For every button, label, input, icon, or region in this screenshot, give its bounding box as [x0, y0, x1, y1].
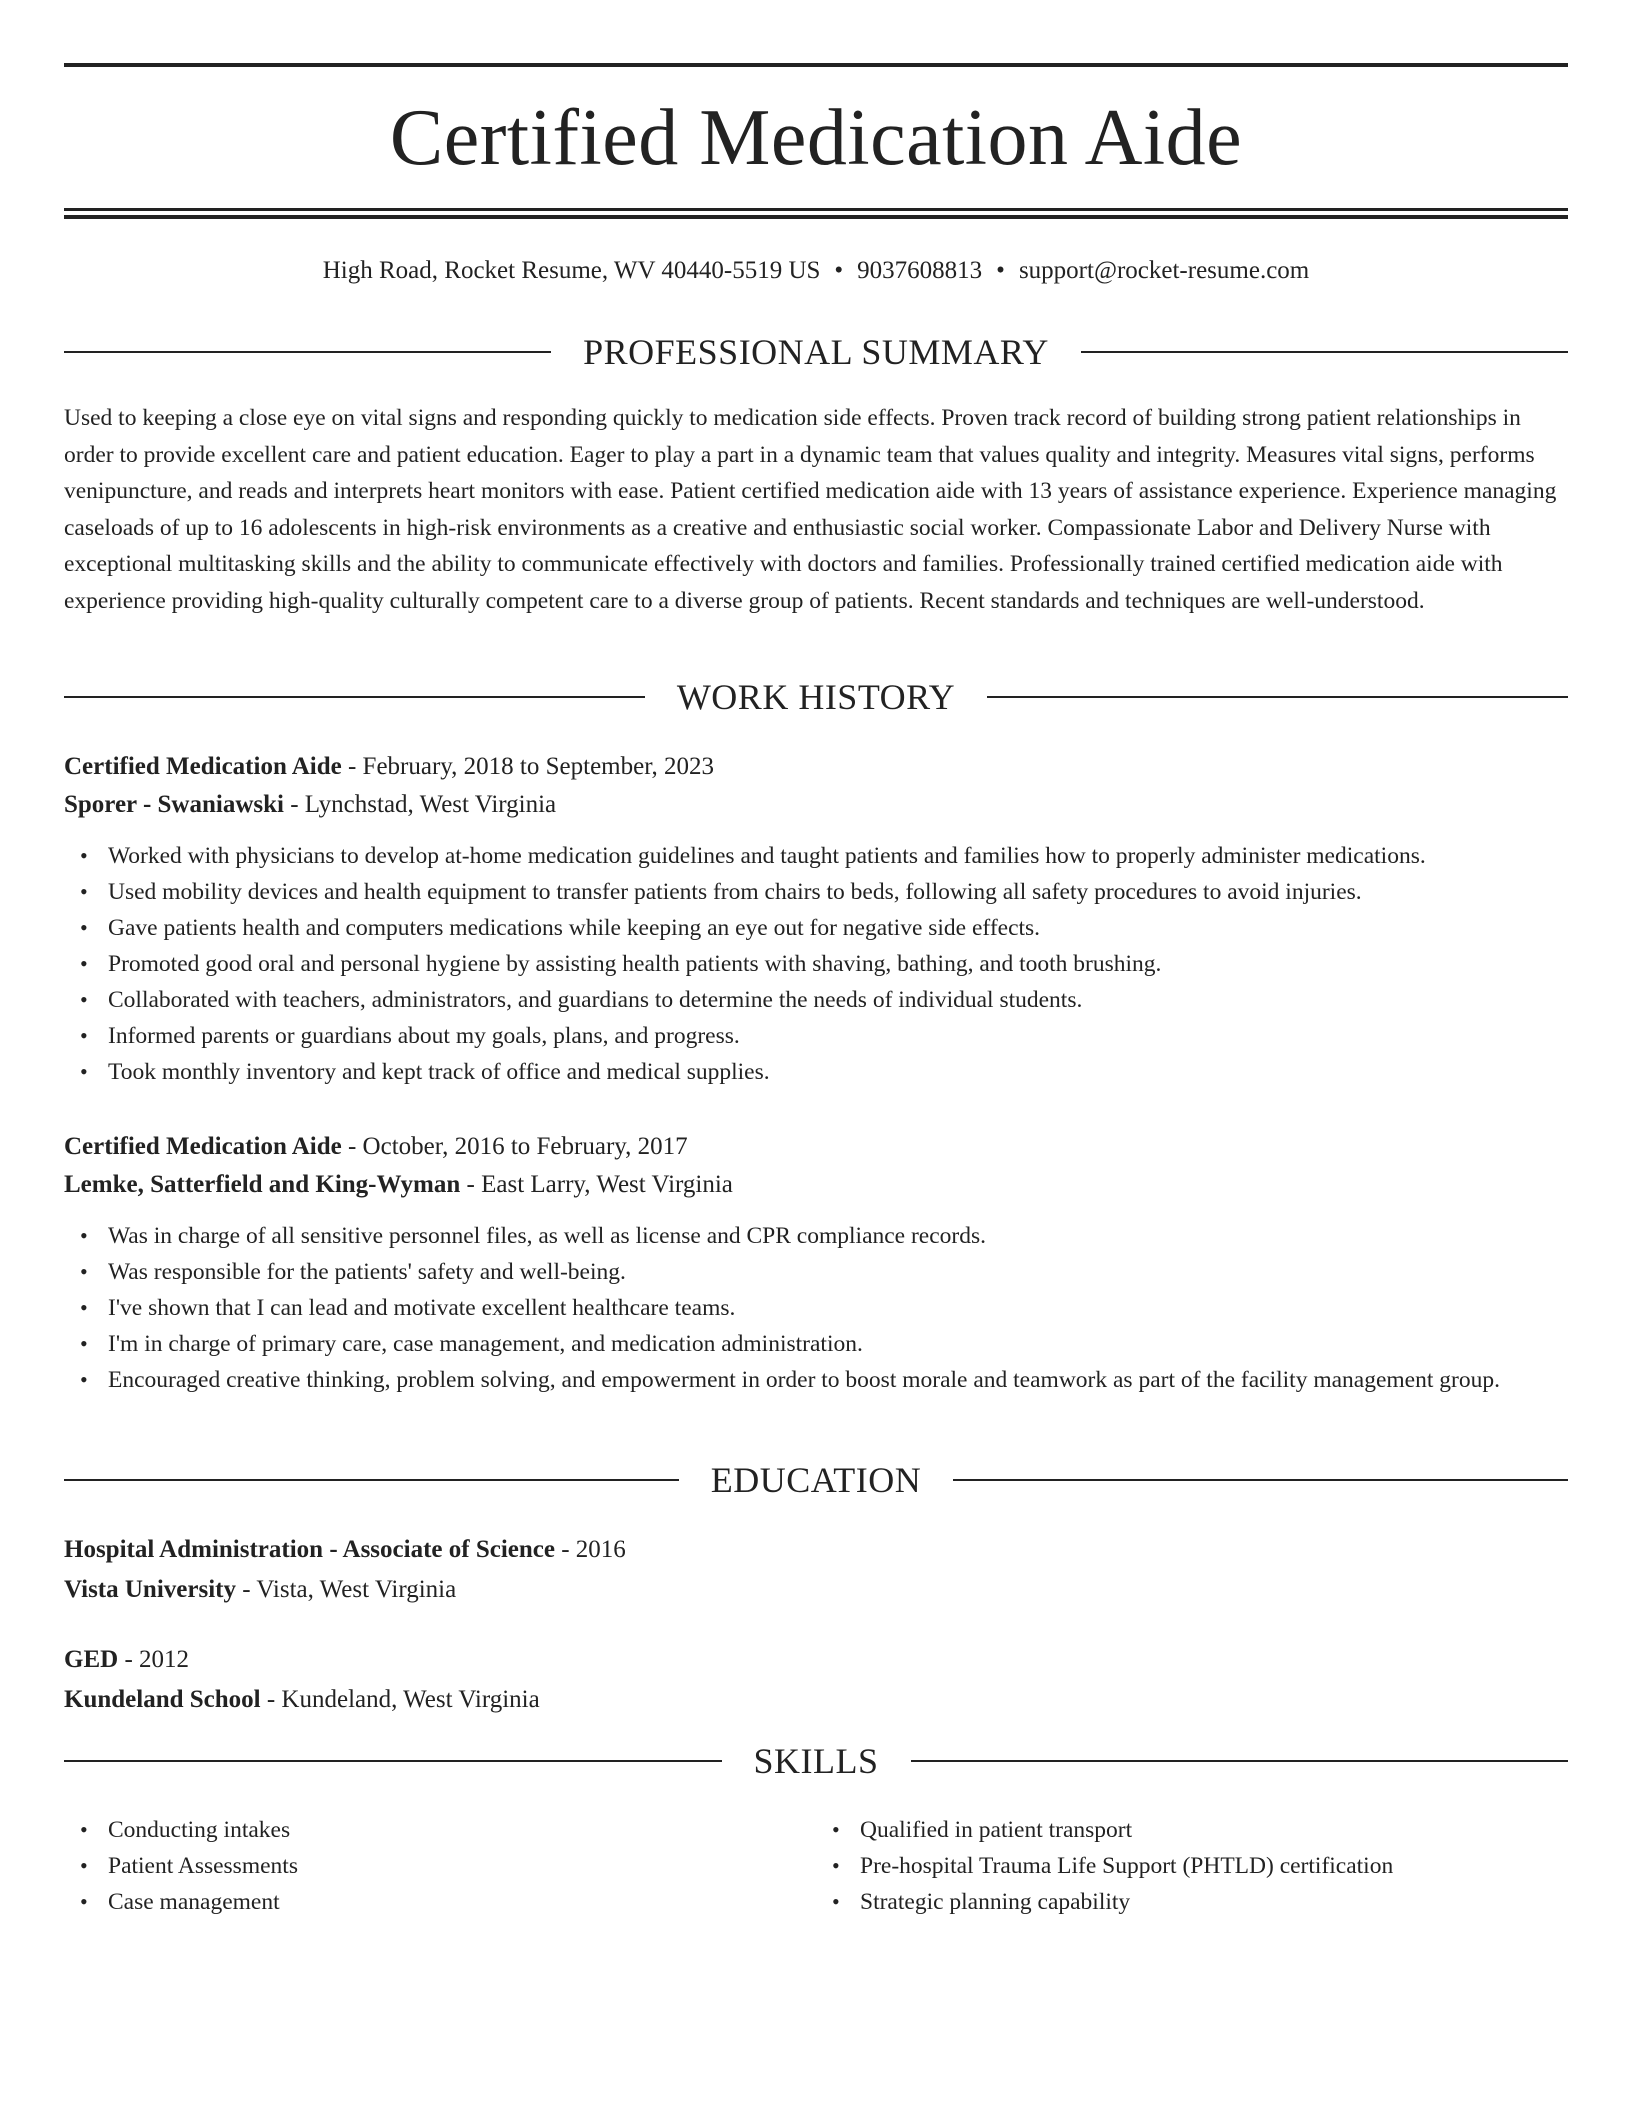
section-header-work — [64, 675, 1568, 719]
skill-item: • Qualified in patient transport — [860, 1812, 1568, 1848]
section-title: WORK HISTORY — [676, 677, 956, 717]
skill-item: • Conducting intakes — [108, 1812, 816, 1848]
job-bullets — [64, 838, 1568, 1090]
section-header-skills — [64, 1739, 1568, 1783]
job-bullet: • Collaborated with teachers, administrators, and guardians to determine the needs of individual students. — [108, 982, 1568, 1018]
education-school: Vista University — [64, 1576, 236, 1603]
section-rule — [953, 1479, 1568, 1481]
skills-columns — [64, 1812, 1568, 1920]
contact-address: High Road, Rocket Resume, WV 40440-5519 US — [322, 257, 821, 284]
job-bullet: • Used mobility devices and health equipment to transfer patients from chairs to beds, following all safety procedures to avoid injuries. — [108, 874, 1568, 910]
job-bullet: • Gave patients health and computers medications while keeping an eye out for negative side effects. — [108, 910, 1568, 946]
education-degree-line — [64, 1530, 1568, 1570]
education-year: - 2012 — [118, 1646, 190, 1673]
job-bullet: • I've shown that I can lead and motivate excellent healthcare teams. — [108, 1290, 1568, 1326]
contact-separator: • — [834, 257, 844, 284]
section-title: PROFESSIONAL SUMMARY — [583, 332, 1049, 372]
section-rule — [64, 351, 551, 353]
summary-paragraph: Used to keeping a close eye on vital signs and responding quickly to medication side effects. Proven track record of building strong patient relationships in order to provide excellent care and patient education. Eager to play a part in a dynamic team that values quality and integrity. Measures vital signs, performs venipuncture, and reads and interprets heart monitors with ease. Patient certified medication aide with 13 years of assistance experience. Experience managing caseloads of up to 16 adolescents in high-risk environments as a creative and enthusiastic social worker. Compassionate Labor and Delivery Nurse with exceptional multitasking skills and the ability to communicate effectively with doctors and families. Professionally trained certified medication aide with experience providing high-quality culturally competent care to a diverse group of patients. Recent standards and techniques are well-understood. — [64, 405, 1557, 614]
job-location: - Lynchstad, West Virginia — [283, 791, 557, 818]
education-degree: GED — [64, 1646, 119, 1673]
job-title: Certified Medication Aide — [64, 753, 342, 780]
contact-phone: 9037608813 — [857, 257, 983, 284]
job-company: Lemke, Satterfield and King-Wyman — [64, 1171, 461, 1198]
contact-email: support@rocket-resume.com — [1018, 257, 1310, 284]
job-company-line — [64, 1166, 1568, 1204]
job-dates: - October, 2016 to February, 2017 — [341, 1133, 688, 1160]
section-title: SKILLS — [753, 1741, 879, 1781]
header-top-rule — [64, 63, 1568, 67]
job-bullet: • Informed parents or guardians about my goals, plans, and progress. — [108, 1018, 1568, 1054]
education-location: - Kundeland, West Virginia — [260, 1686, 540, 1713]
section-rule — [1081, 351, 1568, 353]
education-year: - 2016 — [554, 1536, 626, 1563]
skill-item: • Strategic planning capability — [860, 1884, 1568, 1920]
section-header-summary — [64, 330, 1568, 374]
job-bullet: • Took monthly inventory and kept track of office and medical supplies. — [108, 1054, 1568, 1090]
job-title: Certified Medication Aide — [64, 1133, 342, 1160]
skills-list-left — [64, 1812, 816, 1920]
job-entry — [64, 748, 1568, 1090]
education-school-line — [64, 1570, 1568, 1610]
job-bullet: • I'm in charge of primary care, case management, and medication administration. — [108, 1326, 1568, 1362]
section-rule — [64, 696, 645, 698]
job-bullet: • Worked with physicians to develop at-home medication guidelines and taught patients and families how to properly administer medications. — [108, 838, 1568, 874]
skill-item: • Pre-hospital Trauma Life Support (PHTLD) certification — [860, 1848, 1568, 1884]
section-rule — [64, 1479, 679, 1481]
section-rule — [911, 1760, 1569, 1762]
job-title-line — [64, 1128, 1568, 1166]
education-entry — [64, 1530, 1568, 1610]
header-double-rule — [64, 208, 1568, 219]
job-dates: - February, 2018 to September, 2023 — [341, 753, 715, 780]
education-school-line — [64, 1680, 1568, 1720]
education-location: - Vista, West Virginia — [235, 1576, 457, 1603]
contact-line — [64, 254, 1568, 288]
section-rule — [987, 696, 1568, 698]
job-location: - East Larry, West Virginia — [460, 1171, 733, 1198]
section-header-education — [64, 1458, 1568, 1502]
skill-item: • Patient Assessments — [108, 1848, 816, 1884]
section-title: EDUCATION — [710, 1460, 922, 1500]
job-bullet: • Encouraged creative thinking, problem solving, and empowerment in order to boost morale and teamwork as part of the facility management group. — [108, 1362, 1568, 1398]
contact-separator: • — [996, 257, 1005, 284]
resume-name: Certified Medication Aide — [389, 94, 1243, 182]
education-degree: Hospital Administration - Associate of Science — [64, 1536, 555, 1563]
job-bullets — [64, 1218, 1568, 1398]
job-company-line — [64, 786, 1568, 824]
job-bullet: • Was responsible for the patients' safety and well-being. — [108, 1254, 1568, 1290]
skill-item: • Case management — [108, 1884, 816, 1920]
job-entry — [64, 1128, 1568, 1398]
job-bullet: • Promoted good oral and personal hygiene by assisting health patients with shaving, bathing, and tooth brushing. — [108, 946, 1568, 982]
section-rule — [64, 1760, 722, 1762]
job-bullet: • Was in charge of all sensitive personnel files, as well as license and CPR compliance records. — [108, 1218, 1568, 1254]
education-degree-line — [64, 1640, 1568, 1680]
job-company: Sporer - Swaniawski — [64, 791, 284, 818]
skills-list-right — [816, 1812, 1568, 1920]
education-school: Kundeland School — [64, 1686, 261, 1713]
job-title-line — [64, 748, 1568, 786]
education-entry — [64, 1640, 1568, 1720]
